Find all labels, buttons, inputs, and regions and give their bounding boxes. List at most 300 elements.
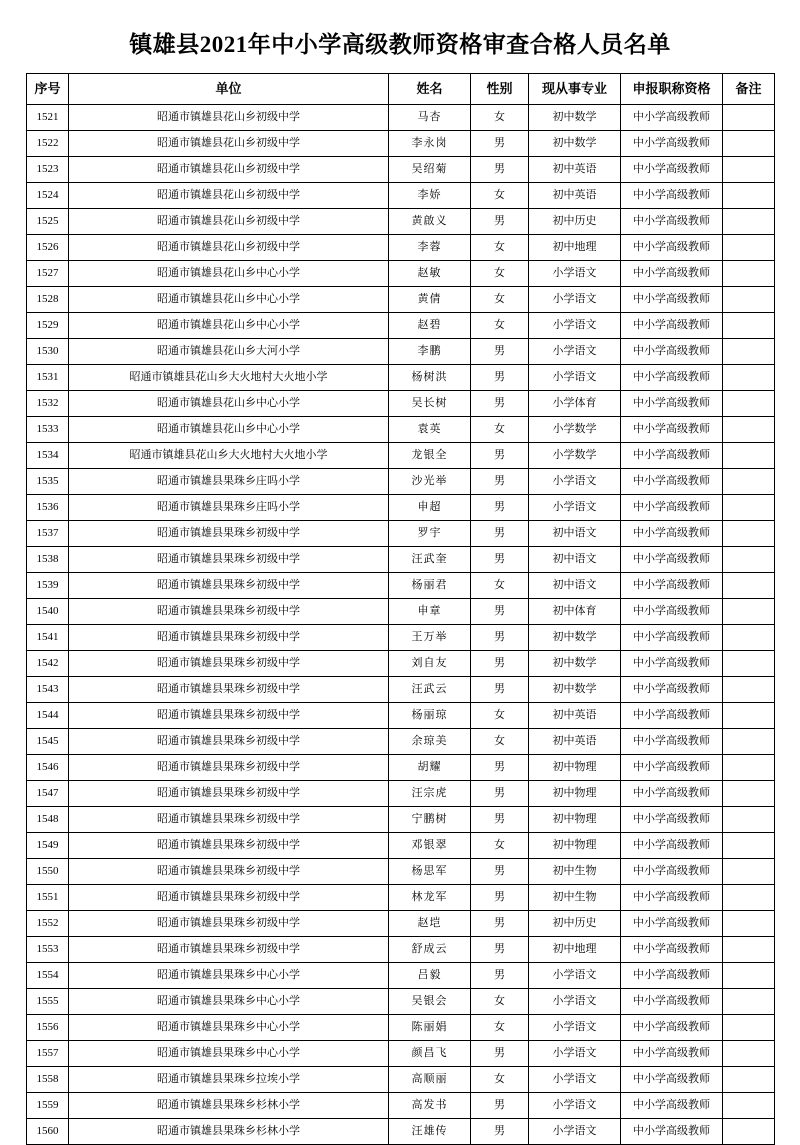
cell-major: 小学语文	[529, 1041, 621, 1067]
cell-gender: 女	[471, 573, 529, 599]
cell-name: 宁鹏树	[389, 807, 471, 833]
cell-gender: 女	[471, 261, 529, 287]
cell-name: 沙光举	[389, 469, 471, 495]
cell-remark	[723, 989, 775, 1015]
cell-index: 1546	[27, 755, 69, 781]
cell-gender: 女	[471, 235, 529, 261]
cell-major: 初中体育	[529, 599, 621, 625]
cell-major: 小学语文	[529, 469, 621, 495]
cell-qualification: 中小学高级教师	[621, 261, 723, 287]
cell-major: 初中英语	[529, 703, 621, 729]
cell-index: 1555	[27, 989, 69, 1015]
cell-unit: 昭通市镇雄县果珠乡中心小学	[69, 989, 389, 1015]
table-row	[27, 469, 775, 495]
cell-index: 1556	[27, 1015, 69, 1041]
cell-qualification: 中小学高级教师	[621, 183, 723, 209]
cell-gender: 男	[471, 911, 529, 937]
cell-remark	[723, 703, 775, 729]
cell-gender: 女	[471, 313, 529, 339]
cell-unit: 昭通市镇雄县花山乡中心小学	[69, 313, 389, 339]
cell-gender: 女	[471, 105, 529, 131]
cell-qualification: 中小学高级教师	[621, 443, 723, 469]
cell-unit: 昭通市镇雄县果珠乡初级中学	[69, 547, 389, 573]
cell-index: 1557	[27, 1041, 69, 1067]
cell-qualification: 中小学高级教师	[621, 1067, 723, 1093]
cell-name: 李蓉	[389, 235, 471, 261]
cell-remark	[723, 1093, 775, 1119]
cell-name: 赵垲	[389, 911, 471, 937]
cell-remark	[723, 547, 775, 573]
table-row	[27, 287, 775, 313]
cell-name: 余琼美	[389, 729, 471, 755]
cell-name: 杨树洪	[389, 365, 471, 391]
cell-name: 赵敏	[389, 261, 471, 287]
cell-remark	[723, 521, 775, 547]
cell-index: 1535	[27, 469, 69, 495]
cell-major: 小学语文	[529, 989, 621, 1015]
cell-unit: 昭通市镇雄县果珠乡初级中学	[69, 599, 389, 625]
cell-name: 赵碧	[389, 313, 471, 339]
cell-unit: 昭通市镇雄县花山乡中心小学	[69, 287, 389, 313]
cell-index: 1527	[27, 261, 69, 287]
cell-index: 1523	[27, 157, 69, 183]
cell-major: 小学语文	[529, 963, 621, 989]
cell-major: 小学语文	[529, 495, 621, 521]
cell-gender: 男	[471, 443, 529, 469]
table-row	[27, 261, 775, 287]
table-row	[27, 443, 775, 469]
cell-index: 1543	[27, 677, 69, 703]
cell-name: 吴绍菊	[389, 157, 471, 183]
cell-index: 1553	[27, 937, 69, 963]
cell-qualification: 中小学高级教师	[621, 105, 723, 131]
cell-major: 初中地理	[529, 937, 621, 963]
table-header-row	[27, 74, 775, 105]
cell-qualification: 中小学高级教师	[621, 651, 723, 677]
cell-index: 1542	[27, 651, 69, 677]
cell-gender: 女	[471, 703, 529, 729]
cell-unit: 昭通市镇雄县花山乡中心小学	[69, 417, 389, 443]
table-row	[27, 417, 775, 443]
table-row	[27, 105, 775, 131]
cell-name: 黄啟义	[389, 209, 471, 235]
cell-index: 1538	[27, 547, 69, 573]
table-row	[27, 625, 775, 651]
cell-major: 初中物理	[529, 807, 621, 833]
cell-remark	[723, 729, 775, 755]
cell-gender: 男	[471, 651, 529, 677]
cell-unit: 昭通市镇雄县花山乡大火地村大火地小学	[69, 365, 389, 391]
cell-major: 小学语文	[529, 365, 621, 391]
cell-gender: 男	[471, 391, 529, 417]
table-body	[27, 105, 775, 1145]
cell-gender: 女	[471, 729, 529, 755]
cell-index: 1549	[27, 833, 69, 859]
cell-index: 1554	[27, 963, 69, 989]
cell-qualification: 中小学高级教师	[621, 131, 723, 157]
table-row	[27, 521, 775, 547]
table-row	[27, 599, 775, 625]
cell-remark	[723, 807, 775, 833]
table-row	[27, 859, 775, 885]
cell-major: 初中数学	[529, 651, 621, 677]
cell-major: 小学体育	[529, 391, 621, 417]
column-header-gender: 性别	[471, 74, 529, 105]
cell-major: 初中地理	[529, 235, 621, 261]
cell-unit: 昭通市镇雄县果珠乡初级中学	[69, 573, 389, 599]
cell-gender: 男	[471, 755, 529, 781]
cell-major: 小学语文	[529, 1119, 621, 1145]
cell-index: 1559	[27, 1093, 69, 1119]
cell-major: 初中历史	[529, 209, 621, 235]
cell-name: 林龙军	[389, 885, 471, 911]
table-row	[27, 911, 775, 937]
cell-gender: 男	[471, 937, 529, 963]
cell-qualification: 中小学高级教师	[621, 885, 723, 911]
cell-unit: 昭通市镇雄县果珠乡杉林小学	[69, 1093, 389, 1119]
table-row	[27, 885, 775, 911]
column-header-remark: 备注	[723, 74, 775, 105]
cell-qualification: 中小学高级教师	[621, 547, 723, 573]
cell-gender: 男	[471, 131, 529, 157]
cell-unit: 昭通市镇雄县果珠乡庄吗小学	[69, 469, 389, 495]
cell-gender: 女	[471, 989, 529, 1015]
cell-qualification: 中小学高级教师	[621, 677, 723, 703]
cell-remark	[723, 313, 775, 339]
table-row	[27, 209, 775, 235]
cell-major: 初中语文	[529, 547, 621, 573]
table-row	[27, 157, 775, 183]
cell-unit: 昭通市镇雄县花山乡初级中学	[69, 157, 389, 183]
cell-unit: 昭通市镇雄县果珠乡初级中学	[69, 703, 389, 729]
table-row	[27, 235, 775, 261]
cell-major: 初中历史	[529, 911, 621, 937]
cell-major: 初中语文	[529, 521, 621, 547]
cell-index: 1551	[27, 885, 69, 911]
table-row	[27, 1041, 775, 1067]
cell-qualification: 中小学高级教师	[621, 339, 723, 365]
cell-major: 初中生物	[529, 859, 621, 885]
cell-index: 1560	[27, 1119, 69, 1145]
cell-name: 申章	[389, 599, 471, 625]
cell-name: 陈丽娟	[389, 1015, 471, 1041]
cell-remark	[723, 963, 775, 989]
cell-index: 1544	[27, 703, 69, 729]
cell-index: 1532	[27, 391, 69, 417]
cell-qualification: 中小学高级教师	[621, 599, 723, 625]
cell-remark	[723, 365, 775, 391]
cell-qualification: 中小学高级教师	[621, 833, 723, 859]
table-row	[27, 547, 775, 573]
cell-qualification: 中小学高级教师	[621, 287, 723, 313]
cell-name: 袁英	[389, 417, 471, 443]
table-row	[27, 833, 775, 859]
cell-gender: 女	[471, 1067, 529, 1093]
cell-gender: 女	[471, 1015, 529, 1041]
cell-index: 1521	[27, 105, 69, 131]
cell-remark	[723, 781, 775, 807]
cell-name: 高顺丽	[389, 1067, 471, 1093]
cell-qualification: 中小学高级教师	[621, 703, 723, 729]
cell-gender: 男	[471, 807, 529, 833]
cell-name: 颜昌飞	[389, 1041, 471, 1067]
cell-major: 小学语文	[529, 339, 621, 365]
cell-major: 小学语文	[529, 261, 621, 287]
cell-index: 1529	[27, 313, 69, 339]
cell-index: 1545	[27, 729, 69, 755]
cell-unit: 昭通市镇雄县果珠乡中心小学	[69, 963, 389, 989]
cell-index: 1531	[27, 365, 69, 391]
cell-qualification: 中小学高级教师	[621, 417, 723, 443]
table-row	[27, 651, 775, 677]
cell-qualification: 中小学高级教师	[621, 469, 723, 495]
cell-remark	[723, 157, 775, 183]
cell-major: 初中语文	[529, 573, 621, 599]
cell-gender: 男	[471, 1119, 529, 1145]
cell-remark	[723, 417, 775, 443]
cell-unit: 昭通市镇雄县果珠乡初级中学	[69, 911, 389, 937]
table-row	[27, 1067, 775, 1093]
cell-gender: 男	[471, 209, 529, 235]
cell-unit: 昭通市镇雄县果珠乡中心小学	[69, 1015, 389, 1041]
cell-index: 1530	[27, 339, 69, 365]
cell-major: 初中英语	[529, 157, 621, 183]
cell-qualification: 中小学高级教师	[621, 235, 723, 261]
cell-name: 胡耀	[389, 755, 471, 781]
cell-name: 汪宗虎	[389, 781, 471, 807]
cell-unit: 昭通市镇雄县花山乡大河小学	[69, 339, 389, 365]
cell-major: 小学语文	[529, 287, 621, 313]
cell-qualification: 中小学高级教师	[621, 365, 723, 391]
cell-unit: 昭通市镇雄县果珠乡初级中学	[69, 833, 389, 859]
column-header-major: 现从事专业	[529, 74, 621, 105]
table-row	[27, 781, 775, 807]
cell-unit: 昭通市镇雄县果珠乡初级中学	[69, 859, 389, 885]
cell-name: 杨思军	[389, 859, 471, 885]
cell-index: 1539	[27, 573, 69, 599]
cell-qualification: 中小学高级教师	[621, 157, 723, 183]
cell-unit: 昭通市镇雄县花山乡初级中学	[69, 183, 389, 209]
cell-remark	[723, 443, 775, 469]
cell-remark	[723, 833, 775, 859]
cell-qualification: 中小学高级教师	[621, 573, 723, 599]
cell-unit: 昭通市镇雄县果珠乡初级中学	[69, 885, 389, 911]
cell-name: 汪武奎	[389, 547, 471, 573]
cell-unit: 昭通市镇雄县果珠乡初级中学	[69, 521, 389, 547]
cell-gender: 男	[471, 963, 529, 989]
table-row	[27, 755, 775, 781]
cell-remark	[723, 287, 775, 313]
table-row	[27, 989, 775, 1015]
cell-gender: 男	[471, 469, 529, 495]
cell-qualification: 中小学高级教师	[621, 755, 723, 781]
cell-remark	[723, 885, 775, 911]
cell-unit: 昭通市镇雄县果珠乡拉埃小学	[69, 1067, 389, 1093]
cell-index: 1528	[27, 287, 69, 313]
cell-major: 初中物理	[529, 833, 621, 859]
cell-gender: 男	[471, 547, 529, 573]
cell-unit: 昭通市镇雄县果珠乡初级中学	[69, 781, 389, 807]
cell-gender: 男	[471, 495, 529, 521]
cell-name: 刘自友	[389, 651, 471, 677]
cell-gender: 女	[471, 417, 529, 443]
cell-name: 高发书	[389, 1093, 471, 1119]
cell-gender: 男	[471, 677, 529, 703]
cell-index: 1548	[27, 807, 69, 833]
column-header-index: 序号	[27, 74, 69, 105]
cell-remark	[723, 1041, 775, 1067]
cell-remark	[723, 1067, 775, 1093]
cell-qualification: 中小学高级教师	[621, 729, 723, 755]
cell-qualification: 中小学高级教师	[621, 859, 723, 885]
cell-major: 初中数学	[529, 131, 621, 157]
cell-unit: 昭通市镇雄县花山乡初级中学	[69, 131, 389, 157]
cell-unit: 昭通市镇雄县果珠乡初级中学	[69, 729, 389, 755]
cell-major: 小学数学	[529, 417, 621, 443]
cell-index: 1540	[27, 599, 69, 625]
cell-name: 黄倩	[389, 287, 471, 313]
table-row	[27, 365, 775, 391]
cell-major: 初中数学	[529, 625, 621, 651]
cell-gender: 男	[471, 157, 529, 183]
column-header-qualification: 申报职称资格	[621, 74, 723, 105]
cell-qualification: 中小学高级教师	[621, 1093, 723, 1119]
cell-qualification: 中小学高级教师	[621, 807, 723, 833]
cell-unit: 昭通市镇雄县果珠乡初级中学	[69, 625, 389, 651]
cell-remark	[723, 599, 775, 625]
cell-remark	[723, 911, 775, 937]
cell-unit: 昭通市镇雄县花山乡中心小学	[69, 261, 389, 287]
cell-gender: 男	[471, 339, 529, 365]
cell-name: 罗宇	[389, 521, 471, 547]
cell-index: 1536	[27, 495, 69, 521]
cell-gender: 男	[471, 1041, 529, 1067]
cell-name: 舒成云	[389, 937, 471, 963]
cell-remark	[723, 625, 775, 651]
cell-major: 初中英语	[529, 183, 621, 209]
cell-name: 邓银翠	[389, 833, 471, 859]
cell-remark	[723, 1015, 775, 1041]
cell-unit: 昭通市镇雄县花山乡初级中学	[69, 209, 389, 235]
cell-remark	[723, 261, 775, 287]
cell-qualification: 中小学高级教师	[621, 963, 723, 989]
cell-major: 初中物理	[529, 755, 621, 781]
cell-qualification: 中小学高级教师	[621, 1119, 723, 1145]
cell-name: 龙银全	[389, 443, 471, 469]
cell-index: 1550	[27, 859, 69, 885]
qualified-personnel-table	[26, 73, 775, 1145]
cell-name: 汪雄传	[389, 1119, 471, 1145]
cell-qualification: 中小学高级教师	[621, 781, 723, 807]
cell-gender: 男	[471, 625, 529, 651]
cell-qualification: 中小学高级教师	[621, 911, 723, 937]
cell-unit: 昭通市镇雄县花山乡初级中学	[69, 235, 389, 261]
table-row	[27, 677, 775, 703]
cell-unit: 昭通市镇雄县花山乡大火地村大火地小学	[69, 443, 389, 469]
cell-name: 杨丽君	[389, 573, 471, 599]
cell-remark	[723, 573, 775, 599]
cell-index: 1552	[27, 911, 69, 937]
cell-index: 1533	[27, 417, 69, 443]
cell-major: 初中物理	[529, 781, 621, 807]
table-row	[27, 937, 775, 963]
cell-gender: 女	[471, 183, 529, 209]
cell-remark	[723, 859, 775, 885]
table-row	[27, 729, 775, 755]
cell-remark	[723, 235, 775, 261]
cell-index: 1558	[27, 1067, 69, 1093]
cell-qualification: 中小学高级教师	[621, 937, 723, 963]
cell-gender: 女	[471, 287, 529, 313]
table-row	[27, 131, 775, 157]
cell-qualification: 中小学高级教师	[621, 209, 723, 235]
cell-major: 小学数学	[529, 443, 621, 469]
table-row	[27, 1093, 775, 1119]
cell-name: 杨丽琼	[389, 703, 471, 729]
cell-qualification: 中小学高级教师	[621, 495, 723, 521]
table-header	[27, 74, 775, 105]
cell-name: 李永岗	[389, 131, 471, 157]
cell-remark	[723, 677, 775, 703]
cell-unit: 昭通市镇雄县果珠乡庄吗小学	[69, 495, 389, 521]
table-row	[27, 1015, 775, 1041]
cell-remark	[723, 391, 775, 417]
cell-major: 初中数学	[529, 677, 621, 703]
cell-gender: 男	[471, 859, 529, 885]
cell-gender: 男	[471, 781, 529, 807]
cell-unit: 昭通市镇雄县果珠乡杉林小学	[69, 1119, 389, 1145]
cell-unit: 昭通市镇雄县果珠乡初级中学	[69, 937, 389, 963]
column-header-unit: 单位	[69, 74, 389, 105]
cell-gender: 男	[471, 521, 529, 547]
table-row	[27, 313, 775, 339]
table-row	[27, 963, 775, 989]
cell-index: 1541	[27, 625, 69, 651]
table-row	[27, 183, 775, 209]
cell-remark	[723, 755, 775, 781]
cell-index: 1522	[27, 131, 69, 157]
cell-major: 初中英语	[529, 729, 621, 755]
cell-name: 王万举	[389, 625, 471, 651]
cell-name: 吕毅	[389, 963, 471, 989]
cell-index: 1534	[27, 443, 69, 469]
cell-unit: 昭通市镇雄县果珠乡中心小学	[69, 1041, 389, 1067]
cell-major: 小学语文	[529, 1015, 621, 1041]
cell-major: 小学语文	[529, 1093, 621, 1119]
page-title: 镇雄县2021年中小学高级教师资格审查合格人员名单	[129, 32, 671, 57]
cell-major: 初中数学	[529, 105, 621, 131]
cell-unit: 昭通市镇雄县果珠乡初级中学	[69, 651, 389, 677]
cell-unit: 昭通市镇雄县果珠乡初级中学	[69, 807, 389, 833]
table-row	[27, 573, 775, 599]
cell-index: 1525	[27, 209, 69, 235]
cell-qualification: 中小学高级教师	[621, 313, 723, 339]
cell-major: 小学语文	[529, 1067, 621, 1093]
cell-index: 1537	[27, 521, 69, 547]
cell-remark	[723, 209, 775, 235]
cell-unit: 昭通市镇雄县果珠乡初级中学	[69, 677, 389, 703]
cell-remark	[723, 183, 775, 209]
cell-gender: 男	[471, 885, 529, 911]
cell-name: 吴长树	[389, 391, 471, 417]
cell-major: 初中生物	[529, 885, 621, 911]
cell-gender: 男	[471, 599, 529, 625]
column-header-name: 姓名	[389, 74, 471, 105]
cell-qualification: 中小学高级教师	[621, 521, 723, 547]
table-row	[27, 391, 775, 417]
table-row	[27, 339, 775, 365]
table-row	[27, 495, 775, 521]
